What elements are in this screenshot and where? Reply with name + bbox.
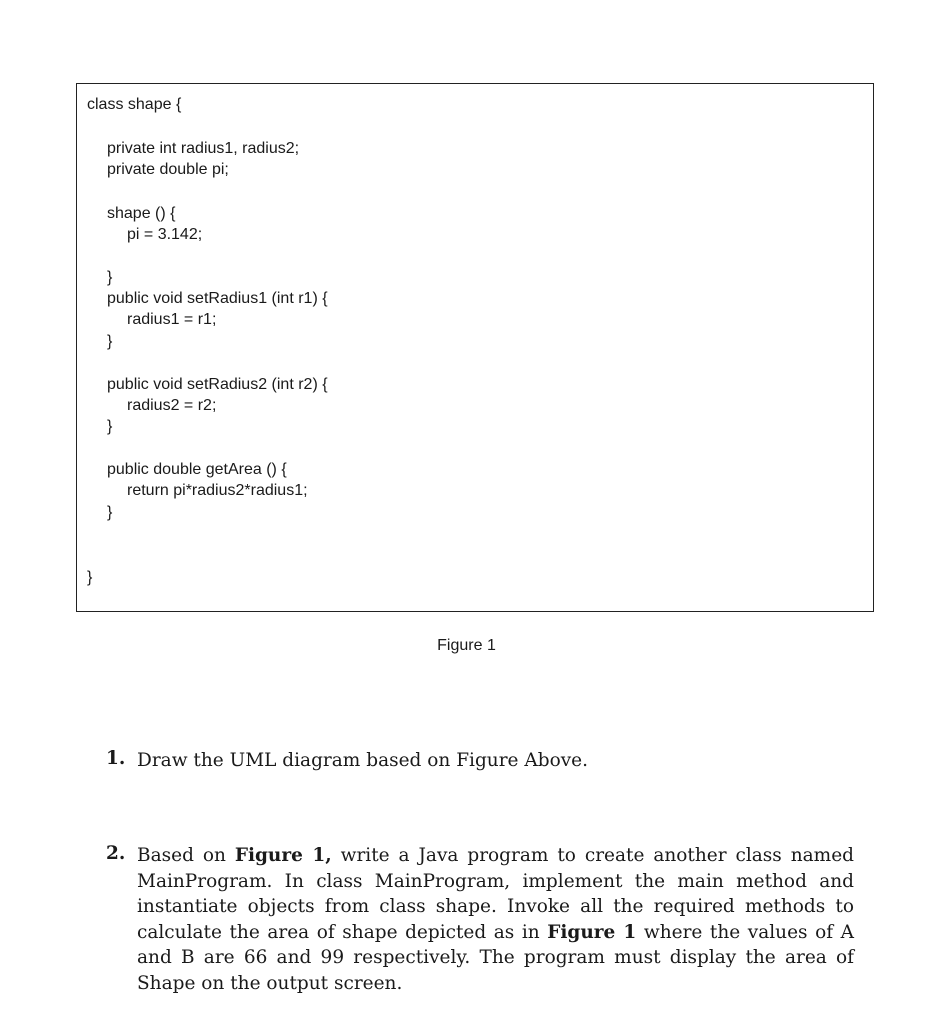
code-line-class-decl: class shape { xyxy=(87,96,182,113)
code-line-close-brace: } xyxy=(107,333,113,350)
code-line-setradius1: public void setRadius1 (int r1) { xyxy=(107,290,328,307)
question-text-part: where the values of A and B are 66 and 99 respectively. The program must display the area of Shape on the output screen. xyxy=(137,921,854,994)
code-line-setradius2: public void setRadius2 (int r2) { xyxy=(107,376,328,393)
code-line-close-brace: } xyxy=(107,269,113,286)
question-text-part: Based on xyxy=(137,845,235,866)
figure-caption: Figure 1 xyxy=(437,637,496,654)
question-text-part: write a Java program to create another class named MainProgram. In class MainProgram, implement the main method and instantiate objects from class shape. Invoke all the required methods to calculate the area of shape depicted as in xyxy=(137,845,854,943)
code-line-pi-assign: pi = 3.142; xyxy=(127,226,203,243)
code-line-getarea: public double getArea () { xyxy=(107,461,287,478)
code-line-close-brace: } xyxy=(107,418,113,435)
code-line-close-brace: } xyxy=(107,504,113,521)
question-text: Draw the UML diagram based on Figure Above. xyxy=(137,750,589,771)
code-line-radius1-assign: radius1 = r1; xyxy=(127,311,217,328)
code-line-radius-fields: private int radius1, radius2; xyxy=(107,140,300,157)
question-number: 1. xyxy=(106,748,126,769)
figure-reference: Figure 1, xyxy=(234,845,332,866)
code-line-class-close: } xyxy=(87,569,93,586)
question-number: 2. xyxy=(106,843,126,864)
code-line-return: return pi*radius2*radius1; xyxy=(127,482,308,499)
question-text xyxy=(137,843,854,996)
code-line-radius2-assign: radius2 = r2; xyxy=(127,397,217,414)
code-line-pi-field: private double pi; xyxy=(107,161,229,178)
code-listing-box xyxy=(76,83,874,612)
code-line-constructor: shape () { xyxy=(107,205,176,222)
figure-reference: Figure 1 xyxy=(547,921,637,943)
